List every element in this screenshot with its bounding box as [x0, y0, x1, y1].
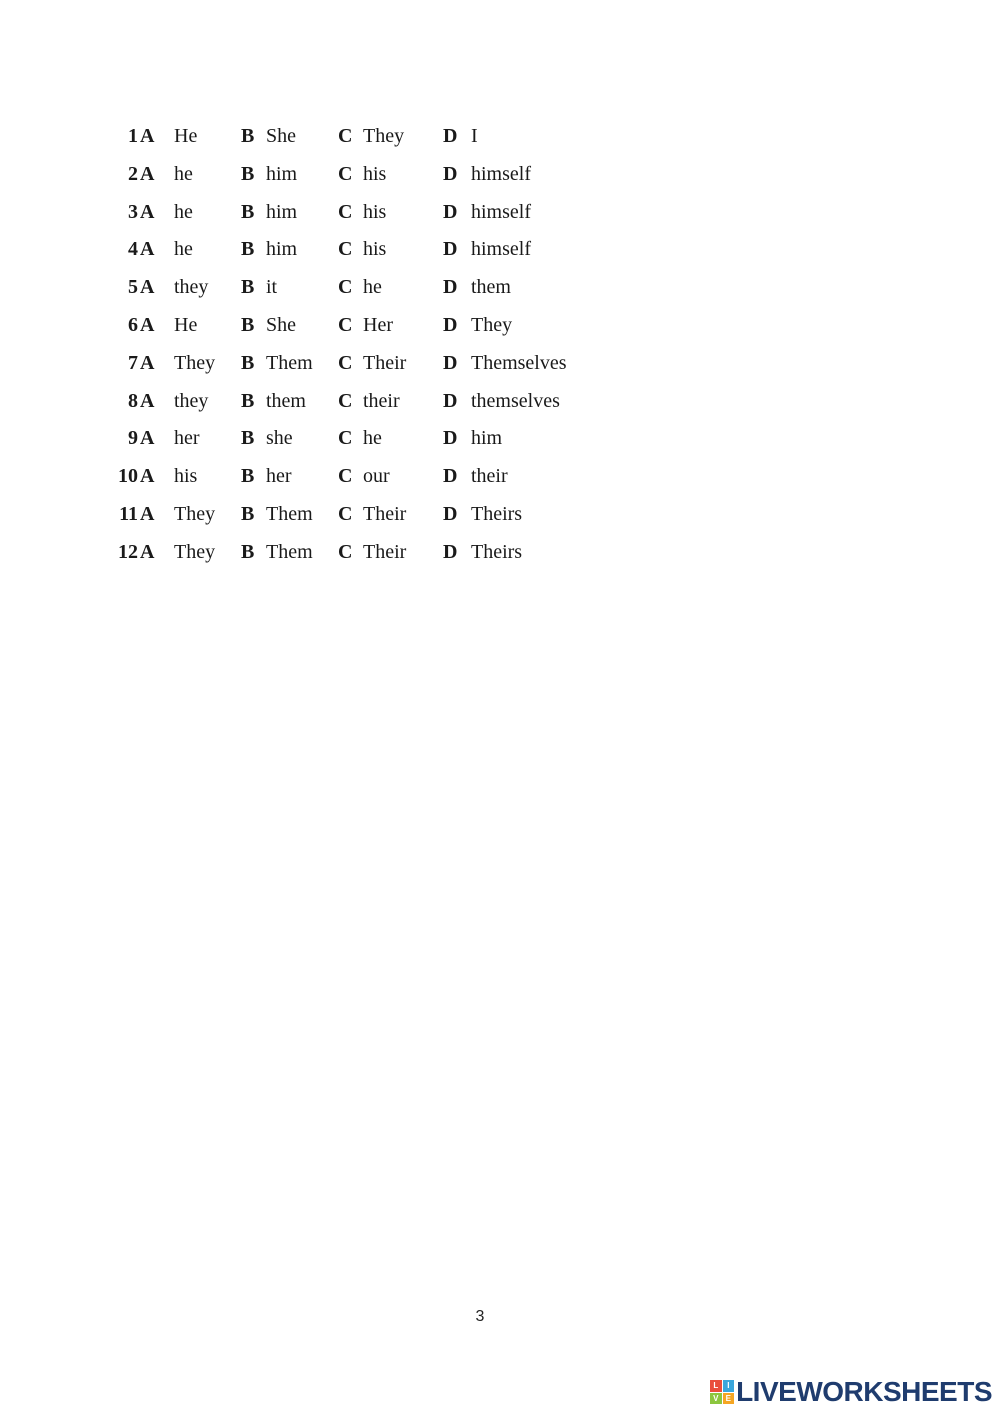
answer-row — [0, 383, 700, 421]
option-a-text: his — [174, 465, 198, 488]
option-d-text: himself — [471, 200, 531, 223]
option-d-text: They — [471, 313, 513, 336]
option-b-text: she — [266, 427, 293, 450]
option-a-text: They — [174, 351, 216, 374]
option-label-c: C — [338, 276, 353, 299]
question-number: 7 — [128, 351, 138, 374]
option-b-text: She — [266, 313, 296, 336]
logo-letter-e: E — [723, 1393, 735, 1405]
option-a-text: he — [174, 238, 193, 261]
option-label-a: A — [140, 540, 155, 563]
option-d-text: him — [471, 427, 503, 450]
option-d-text: them — [471, 276, 511, 299]
liveworksheets-logo — [710, 1377, 992, 1407]
answer-row — [0, 496, 700, 534]
option-a-text: they — [174, 276, 209, 299]
option-label-c: C — [338, 125, 353, 147]
logo-letter-l: L — [710, 1380, 722, 1392]
option-label-a: A — [140, 125, 155, 147]
answer-row — [0, 269, 700, 307]
answer-row — [0, 458, 700, 496]
answer-options-list — [0, 118, 700, 572]
option-label-c: C — [338, 389, 353, 412]
option-label-c: C — [338, 465, 353, 488]
answer-row — [0, 231, 700, 269]
option-label-b: B — [241, 427, 255, 450]
option-b-text: it — [266, 276, 278, 299]
option-d-text: Themselves — [471, 351, 567, 374]
option-d-text: Theirs — [471, 540, 523, 563]
option-a-text: he — [174, 162, 193, 185]
option-label-a: A — [140, 276, 155, 299]
option-c-text: Her — [363, 313, 393, 336]
option-label-a: A — [140, 162, 155, 185]
logo-letter-i: I — [723, 1380, 735, 1392]
option-label-c: C — [338, 502, 353, 525]
option-label-c: C — [338, 238, 353, 261]
question-number: 4 — [128, 238, 138, 261]
option-c-text: his — [363, 162, 387, 185]
option-d-text: Theirs — [471, 502, 523, 525]
option-d-text: I — [471, 125, 478, 147]
option-c-text: their — [363, 389, 400, 412]
option-d-text: their — [471, 465, 508, 488]
option-label-a: A — [140, 238, 155, 261]
answer-row — [0, 345, 700, 383]
option-label-d: D — [443, 389, 458, 412]
answer-row — [0, 118, 700, 156]
option-label-d: D — [443, 351, 458, 374]
option-a-text: They — [174, 502, 216, 525]
liveworksheets-logo-icon — [710, 1380, 734, 1404]
answer-row — [0, 534, 700, 572]
option-label-d: D — [443, 465, 458, 488]
option-label-b: B — [241, 389, 255, 412]
option-label-d: D — [443, 313, 458, 336]
option-d-text: himself — [471, 162, 531, 185]
question-number: 5 — [128, 276, 138, 299]
question-number: 8 — [128, 389, 138, 412]
option-d-text: themselves — [471, 389, 560, 412]
option-label-d: D — [443, 125, 458, 147]
option-b-text: him — [266, 238, 298, 261]
option-b-text: her — [266, 465, 292, 488]
question-number: 2 — [128, 162, 138, 185]
option-label-b: B — [241, 276, 255, 299]
option-label-b: B — [241, 125, 255, 147]
option-c-text: our — [363, 465, 390, 488]
option-a-text: He — [174, 313, 198, 336]
option-c-text: Their — [363, 351, 407, 374]
option-label-c: C — [338, 427, 353, 450]
option-label-a: A — [140, 351, 155, 374]
option-label-d: D — [443, 238, 458, 261]
question-number: 11 — [119, 502, 138, 525]
option-a-text: they — [174, 389, 209, 412]
option-label-c: C — [338, 313, 353, 336]
answer-row — [0, 194, 700, 232]
question-number: 12 — [118, 540, 138, 563]
logo-letter-v: V — [710, 1393, 722, 1405]
option-c-text: he — [363, 276, 382, 299]
option-b-text: Them — [266, 351, 313, 374]
option-label-b: B — [241, 502, 255, 525]
option-b-text: him — [266, 162, 298, 185]
option-label-a: A — [140, 465, 155, 488]
option-b-text: She — [266, 125, 296, 147]
option-label-c: C — [338, 162, 353, 185]
option-label-d: D — [443, 540, 458, 563]
option-label-d: D — [443, 162, 458, 185]
option-c-text: Their — [363, 502, 407, 525]
option-label-b: B — [241, 351, 255, 374]
liveworksheets-logo-text: LIVEWORKSHEETS — [736, 1376, 992, 1407]
option-label-d: D — [443, 276, 458, 299]
option-label-a: A — [140, 427, 155, 450]
option-label-d: D — [443, 502, 458, 525]
option-a-text: he — [174, 200, 193, 223]
option-label-c: C — [338, 351, 353, 374]
option-label-b: B — [241, 238, 255, 261]
option-label-b: B — [241, 200, 255, 223]
option-label-b: B — [241, 465, 255, 488]
option-label-b: B — [241, 313, 255, 336]
question-number: 6 — [128, 313, 138, 336]
question-number: 10 — [118, 465, 138, 488]
option-d-text: himself — [471, 238, 531, 261]
answer-row — [0, 156, 700, 194]
answer-row — [0, 420, 700, 458]
page-number: 3 — [475, 1308, 485, 1325]
option-label-d: D — [443, 427, 458, 450]
option-label-a: A — [140, 313, 155, 336]
option-label-a: A — [140, 389, 155, 412]
option-c-text: Their — [363, 540, 407, 563]
option-b-text: Them — [266, 502, 313, 525]
option-label-a: A — [140, 200, 155, 223]
option-c-text: his — [363, 238, 387, 261]
option-b-text: them — [266, 389, 306, 412]
question-number: 3 — [128, 200, 138, 223]
option-a-text: her — [174, 427, 200, 450]
option-label-b: B — [241, 540, 255, 563]
option-c-text: his — [363, 200, 387, 223]
option-b-text: Them — [266, 540, 313, 563]
option-label-c: C — [338, 200, 353, 223]
question-number: 9 — [128, 427, 138, 450]
option-c-text: he — [363, 427, 382, 450]
question-number: 1 — [128, 125, 138, 147]
answer-row — [0, 307, 700, 345]
option-b-text: him — [266, 200, 298, 223]
option-label-b: B — [241, 162, 255, 185]
option-label-c: C — [338, 540, 353, 563]
option-c-text: They — [363, 125, 405, 147]
option-a-text: They — [174, 540, 216, 563]
option-label-d: D — [443, 200, 458, 223]
option-label-a: A — [140, 502, 155, 525]
option-a-text: He — [174, 125, 198, 147]
